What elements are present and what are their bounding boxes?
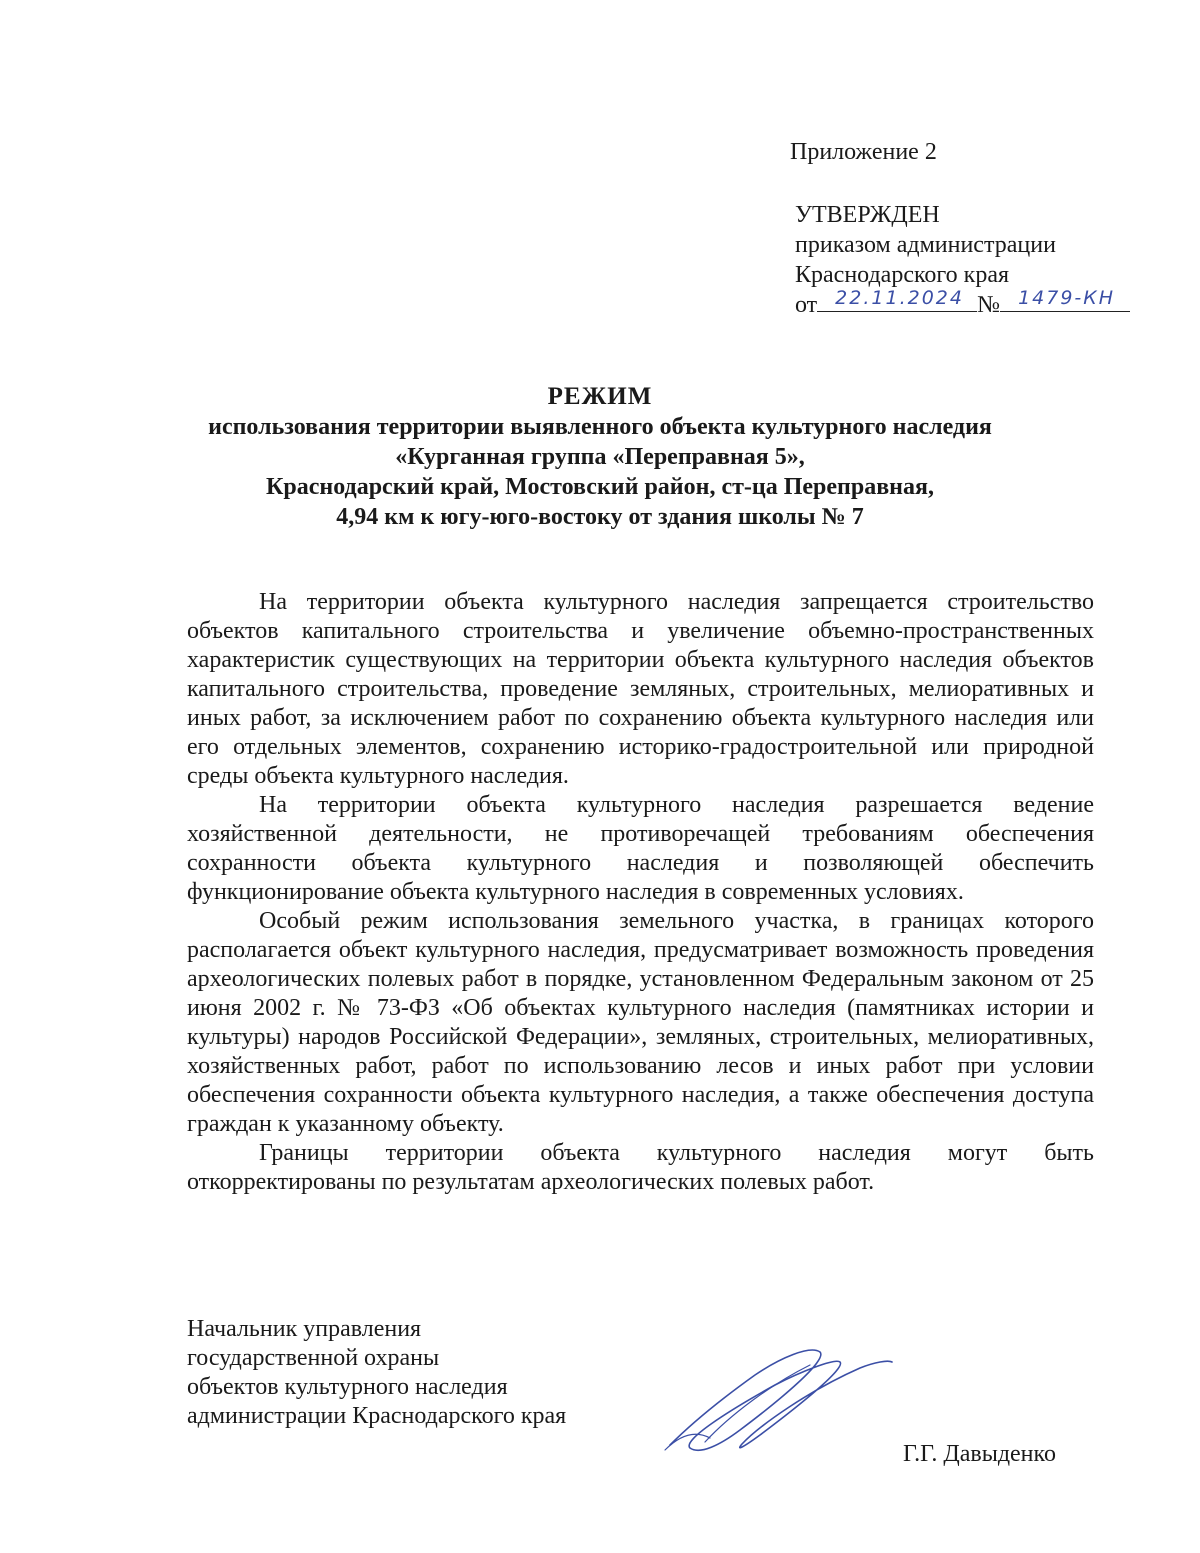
paragraph-4: Границы территории объекта культурного наследия могут быть откорректированы по результатам археологических полевых работ. xyxy=(187,1140,1094,1195)
signatory-title xyxy=(187,1315,566,1431)
approval-line-2: Краснодарского края xyxy=(795,262,1010,288)
paragraph-3: Особый режим использования земельного участка, в границах которого располагается объект культурного наследия, предусматривает возможность проведения археологических полевых работ в порядке, установленном Федеральным законом от 25 июня 2002 г. № 73-ФЗ «Об объектах культурного наследия (памятниках истории и культуры) народов Российской Федерации», земляных, строительных, мелиоративных, хозяйственных работ, работ по использованию лесов и иных работ при условии обеспечения сохранности объекта культурного наследия, а также обеспечения доступа граждан к указанному объекту. xyxy=(187,908,1094,1137)
document-title xyxy=(150,382,1050,532)
signatory-line-4: администрации Краснодарского края xyxy=(187,1403,567,1429)
approval-line-1: приказом администрации xyxy=(795,232,1056,258)
approval-date-number-line xyxy=(795,287,1130,320)
title-heading: РЕЖИМ xyxy=(547,383,653,410)
appendix-label: Приложение 2 xyxy=(790,139,937,165)
approval-status: УТВЕРЖДЕН xyxy=(795,202,940,228)
handwritten-number: 1479-КН xyxy=(1018,287,1116,309)
paragraph-2: На территории объекта культурного наследия разрешается ведение хозяйственной деятельности, не противоречащей требованиям обеспечения сохранности объекта культурного наследия и позволяющей обеспечить функционирование объекта культурного наследия в современных условиях. xyxy=(187,792,1094,905)
title-line-3: Краснодарский край, Мостовский район, ст-ца Переправная, xyxy=(266,474,934,500)
approval-stamp-block xyxy=(795,200,1130,320)
paragraph-1: На территории объекта культурного наследия запрещается строительство объектов капитального строительства и увеличение объемно-пространственных характеристик существующих на территории объекта культурного наследия объектов капитального строительства, проведение земляных, строительных, мелиоративных и иных работ, за исключением работ по сохранению объекта культурного наследия или его отдельных элементов, сохранению историко-градостроительной или природной среды объекта культурного наследия. xyxy=(187,589,1094,789)
number-label: № xyxy=(977,292,1001,318)
signatory-line-2: государственной охраны xyxy=(187,1345,440,1371)
signer-name: Г.Г. Давыденко xyxy=(903,1441,1056,1467)
title-line-2: «Курганная группа «Переправная 5», xyxy=(395,444,805,470)
title-line-1: использования территории выявленного объекта культурного наследия xyxy=(208,414,992,440)
title-line-4: 4,94 км к югу-юго-востоку от здания школы № 7 xyxy=(336,504,864,530)
handwritten-signature xyxy=(660,1330,900,1460)
from-label: от xyxy=(795,292,818,318)
number-field xyxy=(1000,287,1130,312)
handwritten-date: 22.11.2024 xyxy=(835,287,964,309)
signatory-line-1: Начальник управления xyxy=(187,1316,422,1342)
document-body xyxy=(187,588,1094,1197)
signatory-line-3: объектов культурного наследия xyxy=(187,1374,508,1400)
date-field xyxy=(817,287,977,312)
